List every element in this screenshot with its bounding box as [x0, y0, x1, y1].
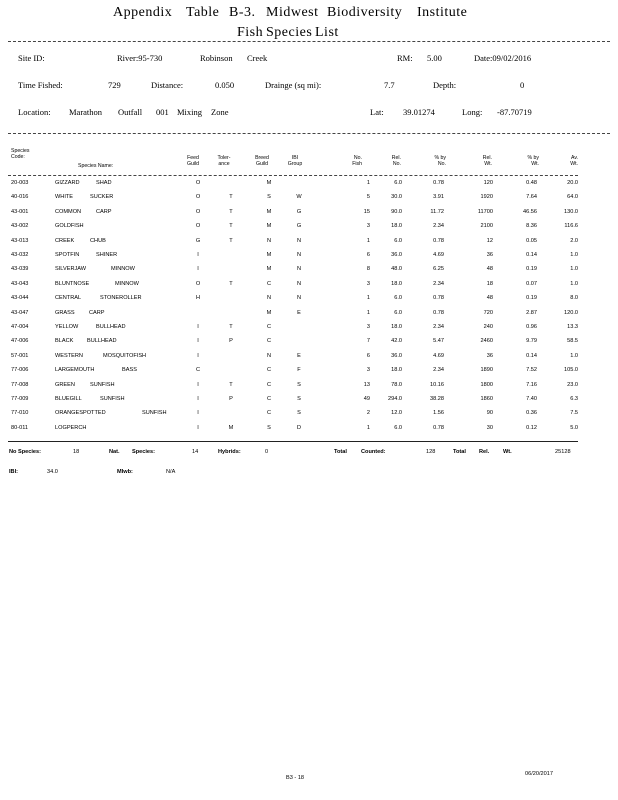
- ibi-group: E: [297, 352, 301, 359]
- pct-no: 1.56: [433, 410, 444, 417]
- no-fish: 1: [366, 180, 370, 186]
- pct-no: 0.78: [433, 237, 444, 244]
- pct-no: 2.34: [433, 324, 444, 330]
- species-name-1: LOGPERCH: [55, 424, 87, 431]
- species-name-1: BLUNTNOSE: [55, 280, 90, 287]
- pct-no: 4.69: [433, 352, 444, 359]
- title-word: Midwest: [266, 5, 319, 20]
- miwb-label: MIwb:: [117, 469, 133, 475]
- pct-no: 0.78: [433, 180, 444, 186]
- species-code: 40-016: [11, 194, 29, 201]
- rel-no: 36.0: [391, 352, 402, 359]
- species-code: 43-013: [11, 237, 29, 244]
- species-name-1: LARGEMOUTH: [55, 367, 95, 374]
- col-av-wt: Av. Wt.: [570, 155, 578, 168]
- feed-guild: I: [197, 266, 199, 273]
- breed-guild: C: [266, 367, 272, 374]
- species-name-2: MINNOW: [115, 280, 139, 287]
- location-word: Mixing: [177, 107, 203, 117]
- col-species-code: Species Code:: [11, 148, 30, 161]
- breed-guild: M: [266, 208, 272, 215]
- rel-wt: 240: [483, 324, 493, 330]
- rel-no: 6.0: [394, 180, 402, 186]
- rel-wt: 2100: [480, 223, 493, 230]
- rm-label: RM:: [397, 53, 413, 63]
- no-fish: 3: [366, 367, 370, 374]
- col-pct-wt: % by Wt.: [527, 155, 539, 168]
- col-breed-guild: Breed Guild: [255, 155, 269, 168]
- long-value: -87.70719: [497, 107, 532, 117]
- av-wt: 6.3: [570, 396, 578, 402]
- feed-guild: I: [197, 396, 199, 402]
- divider: [8, 175, 578, 176]
- species-code: 57-001: [11, 352, 29, 359]
- no-fish: 3: [366, 223, 370, 230]
- rel-wt: 48: [486, 295, 493, 302]
- ibi-group: D: [296, 424, 302, 431]
- ibi-group: G: [296, 223, 302, 230]
- pct-no: 4.69: [433, 252, 444, 258]
- feed-guild: O: [195, 180, 201, 186]
- species-name-2: SUNFISH: [142, 410, 167, 417]
- pct-wt: 46.56: [523, 208, 537, 215]
- species-name-1: CENTRAL: [55, 295, 82, 302]
- pct-wt: 0.36: [526, 410, 537, 417]
- no-species-value: 18: [73, 449, 80, 455]
- no-fish: 8: [366, 266, 370, 273]
- location-word: Marathon: [69, 107, 103, 117]
- species-name-1: WESTERN: [55, 352, 83, 359]
- feed-guild: I: [197, 424, 199, 431]
- species-name-1: SPOTFIN: [55, 252, 80, 258]
- location-word: 001: [156, 107, 169, 117]
- species-name-2: MOSQUITOFISH: [103, 352, 147, 359]
- print-date: 06/20/2017: [525, 771, 553, 777]
- rel-wt: 36: [486, 252, 493, 258]
- breed-guild: N: [266, 295, 272, 302]
- rel-no: 42.0: [391, 338, 402, 345]
- col-ibi-group: IBI Group: [287, 155, 303, 168]
- rel-wt: 1800: [480, 381, 493, 388]
- pct-wt: 0.96: [526, 324, 537, 330]
- rel-no: 6.0: [394, 237, 402, 244]
- depth-value: 0: [520, 80, 525, 90]
- feed-guild: H: [195, 295, 201, 302]
- distance-label: Distance:: [151, 80, 184, 90]
- breed-guild: M: [266, 223, 272, 230]
- river-code: River:95-730: [117, 53, 163, 63]
- rel-no: 12.0: [391, 410, 402, 417]
- col-rel-wt: Rel. Wt.: [482, 155, 492, 168]
- rel-no: 294.0: [388, 396, 402, 402]
- breed-guild: C: [266, 396, 272, 402]
- rel-no: 6.0: [394, 295, 402, 302]
- species-name-2: STONEROLLER: [100, 295, 142, 302]
- feed-guild: G: [195, 237, 201, 244]
- hybrids-label: Hybrids:: [218, 449, 241, 455]
- tolerance: P: [229, 396, 233, 402]
- tolerance: T: [229, 280, 233, 287]
- feed-guild: C: [195, 367, 201, 374]
- av-wt: 105.0: [564, 367, 578, 374]
- ibi-group: F: [297, 367, 301, 374]
- pct-no: 0.78: [433, 295, 444, 302]
- pct-no: 6.25: [433, 266, 444, 273]
- rel-no: 78.0: [391, 381, 402, 388]
- no-fish: 5: [366, 194, 370, 201]
- tolerance: T: [229, 237, 233, 244]
- species-name-2: SHAD: [96, 180, 112, 186]
- species-name-2: SHINER: [96, 252, 118, 258]
- feed-guild: O: [195, 280, 201, 287]
- time-fished-label: Time Fished:: [18, 80, 63, 90]
- breed-guild: C: [266, 324, 272, 330]
- species-name-1: COMMON: [55, 208, 82, 215]
- subtitle-word: Species: [266, 25, 313, 40]
- species-name-2: SUNFISH: [90, 381, 115, 388]
- rel-wt: 1890: [480, 367, 493, 374]
- tolerance: T: [229, 324, 233, 330]
- pct-wt: 0.14: [526, 352, 537, 359]
- ibi-group: N: [296, 252, 302, 258]
- ibi-group: E: [297, 309, 301, 316]
- av-wt: 1.0: [570, 280, 578, 287]
- ibi-group: N: [296, 280, 302, 287]
- site-id-label: Site ID:: [18, 53, 45, 63]
- no-fish: 1: [366, 237, 370, 244]
- species-code: 80-011: [11, 424, 29, 431]
- species-name-1: BLUEGILL: [55, 396, 82, 402]
- lat-value: 39.01274: [403, 107, 435, 117]
- rel-wt: 720: [483, 309, 493, 316]
- page-number: B3 - 18: [286, 775, 305, 781]
- species-name-1: YELLOW: [55, 324, 79, 330]
- pct-wt: 8.36: [526, 223, 537, 230]
- no-fish: 6: [366, 352, 370, 359]
- pct-wt: 9.79: [526, 338, 537, 345]
- rel-no: 30.0: [391, 194, 402, 201]
- rm-value: 5.00: [427, 53, 442, 63]
- feed-guild: O: [195, 194, 201, 201]
- av-wt: 64.0: [567, 194, 578, 201]
- rel-wt: 1920: [480, 194, 493, 201]
- rel-no: 36.0: [391, 252, 402, 258]
- rel-wt: 120: [483, 180, 493, 186]
- av-wt: 1.0: [570, 252, 578, 258]
- species-name-2: BULLHEAD: [96, 324, 126, 330]
- rel-no: 18.0: [391, 280, 402, 287]
- av-wt: 1.0: [570, 266, 578, 273]
- no-fish: 49: [363, 396, 370, 402]
- divider: [8, 441, 578, 442]
- time-fished-value: 729: [108, 80, 121, 90]
- subtitle-word: List: [315, 25, 339, 40]
- pct-wt: 0.48: [526, 180, 537, 186]
- rel-no: 18.0: [391, 324, 402, 330]
- species-name-1: WHITE: [55, 194, 74, 201]
- feed-guild: I: [197, 352, 199, 359]
- ibi-group: S: [297, 396, 301, 402]
- species-code: 43-001: [11, 208, 29, 215]
- no-species-label: No Species:: [9, 449, 42, 455]
- pct-no: 0.78: [433, 424, 444, 431]
- col-pct-no: % by No.: [434, 155, 446, 168]
- counted-label: Counted:: [361, 449, 386, 455]
- total-label: Total: [334, 449, 347, 455]
- location-label: Location:: [18, 107, 51, 117]
- av-wt: 23.0: [567, 381, 578, 388]
- tolerance: T: [229, 194, 233, 201]
- species-code: 47-006: [11, 338, 29, 345]
- species-code: 43-032: [11, 252, 29, 258]
- breed-guild: M: [266, 180, 272, 186]
- av-wt: 120.0: [564, 309, 578, 316]
- species-name-1: GIZZARD: [55, 180, 80, 186]
- nat-species-value: 14: [192, 449, 199, 455]
- distance-value: 0.050: [215, 80, 235, 90]
- species-name-2: CARP: [89, 309, 105, 316]
- pct-no: 0.78: [433, 309, 444, 316]
- divider: [8, 41, 610, 42]
- ibi-group: W: [296, 194, 302, 201]
- divider: [8, 133, 610, 134]
- breed-guild: N: [266, 352, 272, 359]
- breed-guild: N: [266, 237, 272, 244]
- pct-no: 10.16: [430, 381, 444, 388]
- species-name-2: BASS: [122, 367, 137, 374]
- total-wt-label: Total: [453, 449, 466, 455]
- col-no-fish: No. Fish: [352, 155, 362, 168]
- col-species-name: Species Name:: [78, 163, 114, 169]
- species-name-2: SUNFISH: [100, 396, 125, 402]
- no-fish: 1: [366, 295, 370, 302]
- long-label: Long:: [462, 107, 483, 117]
- feed-guild: O: [195, 223, 201, 230]
- rel-no: 6.0: [394, 424, 402, 431]
- rel-wt: 36: [486, 352, 493, 359]
- av-wt: 13.3: [567, 324, 578, 330]
- no-fish: 13: [363, 381, 370, 388]
- pct-no: 5.47: [433, 338, 444, 345]
- pct-no: 38.28: [430, 396, 444, 402]
- rel-wt: 1860: [480, 396, 493, 402]
- breed-guild: M: [266, 252, 272, 258]
- rel-wt: 18: [486, 280, 493, 287]
- title-word: Appendix: [113, 5, 173, 20]
- feed-guild: I: [197, 338, 199, 345]
- no-fish: 1: [366, 424, 370, 431]
- species-name-1: SILVERJAW: [55, 266, 87, 273]
- species-code: 77-006: [11, 367, 29, 374]
- miwb-value: N/A: [166, 469, 176, 475]
- pct-wt: 0.19: [526, 295, 537, 302]
- species-name-2: MINNOW: [111, 266, 135, 273]
- pct-no: 2.34: [433, 280, 444, 287]
- col-tolerance: Toler- ance: [217, 155, 231, 168]
- pct-wt: 7.16: [526, 381, 537, 388]
- pct-wt: 0.19: [526, 266, 537, 273]
- species-name-1: GREEN: [55, 381, 75, 388]
- breed-guild: M: [266, 266, 272, 273]
- rel-no: 18.0: [391, 367, 402, 374]
- feed-guild: I: [197, 410, 199, 417]
- hybrids-value: 0: [265, 449, 269, 455]
- species-name-1: CREEK: [55, 237, 75, 244]
- rel-label: Rel.: [479, 449, 490, 455]
- pct-wt: 7.40: [526, 396, 537, 402]
- species-name-2: CHUB: [90, 237, 106, 244]
- location-word: Zone: [211, 107, 229, 117]
- no-fish: 1: [366, 309, 370, 316]
- species-code: 47-004: [11, 324, 29, 330]
- ibi-group: N: [296, 266, 302, 273]
- drainage-value: 7.7: [384, 80, 395, 90]
- species-code: 43-044: [11, 295, 29, 302]
- species-code: 77-008: [11, 381, 29, 388]
- species-label: Species:: [132, 449, 156, 455]
- species-code: 43-039: [11, 266, 29, 273]
- col-feed-guild: Feed Guild: [186, 155, 200, 168]
- pct-no: 2.34: [433, 367, 444, 374]
- no-fish: 7: [366, 338, 370, 345]
- av-wt: 2.0: [570, 237, 578, 244]
- pct-no: 11.72: [430, 208, 444, 215]
- rel-no: 48.0: [391, 266, 402, 273]
- rel-wt: 12: [486, 237, 493, 244]
- av-wt: 7.5: [570, 410, 578, 417]
- breed-guild: C: [266, 381, 272, 388]
- location-word: Outfall: [118, 107, 143, 117]
- rel-wt: 2460: [480, 338, 493, 345]
- feed-guild: I: [197, 252, 199, 258]
- species-code: 43-002: [11, 223, 29, 230]
- species-code: 77-010: [11, 410, 29, 417]
- rel-no: 18.0: [391, 223, 402, 230]
- feed-guild: O: [195, 208, 201, 215]
- drainage-label: Drainge (sq mi):: [265, 80, 322, 90]
- pct-wt: 7.52: [526, 367, 537, 374]
- feed-guild: I: [197, 324, 199, 330]
- tolerance: T: [229, 223, 233, 230]
- species-name-2: BULLHEAD: [87, 338, 117, 345]
- pct-wt: 0.07: [526, 280, 537, 287]
- av-wt: 116.6: [564, 223, 578, 230]
- pct-wt: 7.64: [526, 194, 537, 201]
- species-name-1: BLACK: [55, 338, 74, 345]
- ibi-group: G: [296, 208, 302, 215]
- species-name-1: GRASS: [55, 309, 75, 316]
- tolerance: T: [229, 208, 233, 215]
- rel-wt: 30: [486, 424, 493, 431]
- title-word: Institute: [417, 5, 468, 20]
- no-fish: 3: [366, 280, 370, 287]
- breed-guild: C: [266, 410, 272, 417]
- ibi-group: S: [297, 381, 301, 388]
- total-wt-value: 25128: [555, 449, 571, 455]
- ibi-group: N: [296, 295, 302, 302]
- nat-label: Nat.: [109, 449, 120, 455]
- species-code: 43-043: [11, 280, 29, 287]
- species-code: 77-009: [11, 396, 29, 402]
- title-word: Table: [186, 5, 220, 20]
- species-name-2: SUCKER: [90, 194, 114, 201]
- av-wt: 8.0: [570, 295, 578, 302]
- av-wt: 130.0: [564, 208, 578, 215]
- ibi-group: S: [297, 410, 301, 417]
- tolerance: M: [228, 424, 234, 431]
- av-wt: 1.0: [570, 352, 578, 359]
- pct-wt: 0.05: [526, 237, 537, 244]
- creek-name: Robinson: [200, 53, 233, 63]
- no-fish: 15: [363, 208, 370, 215]
- rel-wt: 48: [486, 266, 493, 273]
- pct-no: 3.91: [433, 194, 444, 201]
- ibi-group: N: [296, 237, 302, 244]
- creek-label: Creek: [247, 53, 268, 63]
- rel-wt: 90: [486, 410, 493, 417]
- no-fish: 2: [366, 410, 370, 417]
- feed-guild: I: [197, 381, 199, 388]
- av-wt: 20.0: [567, 180, 578, 186]
- title-word: Biodiversity: [327, 5, 403, 20]
- pct-wt: 2.87: [526, 309, 537, 316]
- breed-guild: M: [266, 309, 272, 316]
- tolerance: P: [229, 338, 233, 345]
- breed-guild: S: [267, 424, 271, 431]
- pct-wt: 0.14: [526, 252, 537, 258]
- breed-guild: C: [266, 338, 272, 345]
- av-wt: 5.0: [570, 424, 578, 431]
- pct-wt: 0.12: [526, 424, 537, 431]
- breed-guild: C: [266, 280, 272, 287]
- ibi-label: IBI:: [9, 469, 19, 475]
- tolerance: T: [229, 381, 233, 388]
- species-name-2: CARP: [96, 208, 112, 215]
- no-fish: 6: [366, 252, 370, 258]
- species-name-1: GOLDFISH: [55, 223, 84, 230]
- breed-guild: S: [267, 194, 271, 201]
- lat-label: Lat:: [370, 107, 384, 117]
- ibi-value: 34.0: [47, 469, 58, 475]
- title-word: B-3.: [229, 5, 256, 20]
- wt-label: Wt.: [503, 449, 512, 455]
- no-fish: 3: [366, 324, 370, 330]
- subtitle-word: Fish: [237, 25, 264, 40]
- rel-no: 6.0: [394, 309, 402, 316]
- av-wt: 58.5: [567, 338, 578, 345]
- species-code: 20-003: [11, 180, 29, 186]
- counted-value: 128: [426, 449, 436, 455]
- pct-no: 2.34: [433, 223, 444, 230]
- rel-wt: 11700: [477, 208, 493, 215]
- rel-no: 90.0: [391, 208, 402, 215]
- species-code: 43-047: [11, 309, 29, 316]
- col-rel-no: Rel. No.: [391, 155, 401, 168]
- species-name-1: ORANGESPOTTED: [55, 410, 106, 417]
- depth-label: Depth:: [433, 80, 457, 90]
- sample-date: Date:09/02/2016: [474, 53, 532, 63]
